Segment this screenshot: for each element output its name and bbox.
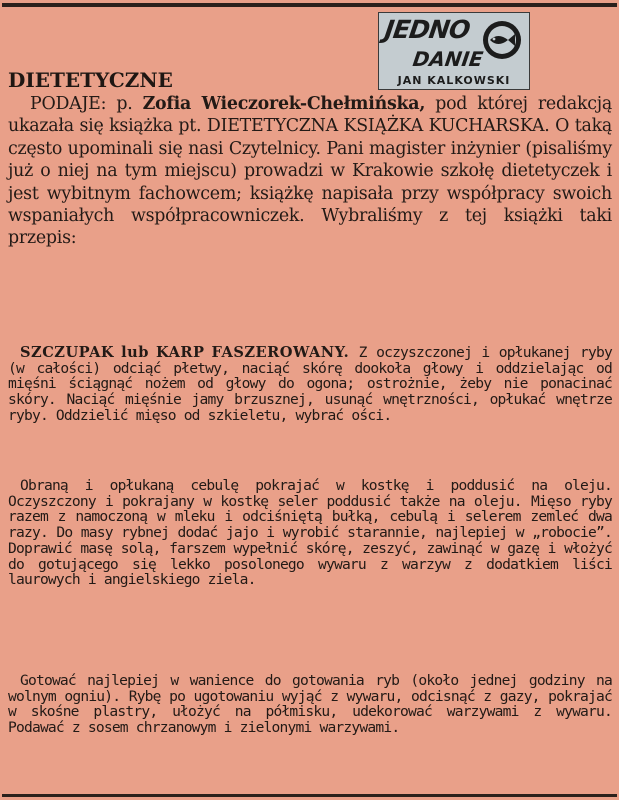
intro-lead: PODAJE: p. [30, 94, 143, 114]
bottom-rule [2, 794, 617, 797]
recipe-paragraph-2: Obraną i opłukaną cebulę pokrajać w kostkę i poddusić na oleju. Oczyszczony i pokrajany w kostkę seler poddusić także na oleju. Mięso ryby razem z namoczoną w mleku i odciśniętą bułką, cebulą i selerem zemleć dwa razy. Do masy rybnej dodać jajo i wyrobić starannie, najlepiej w „robocie”. Doprawić masę solą, farszem wypełnić skórę, zeszyć, zawinąć w gazę i włożyć do gotującego się lekko posolonego wywaru z warzyw z dodatkiem liści laurowych i angielskiego ziela. [8, 477, 612, 589]
top-rule [2, 3, 617, 7]
column-logo [378, 12, 530, 90]
recipe-text-1: Z oczyszczonej i opłukanej ryby (w całości) odciąć płetwy, naciąć skórę dookoła głowy i oddzielając od mięśni ściągnąć nożem od głowy do ogona; ostrożnie, żeby nie ponacinać skóry. Naciąć mięśnie jamy brzusznej, usunąć wnętrzności, opłukać wnętrze ryby. Oddzielić mięso od szkieletu, wybrać ości. [8, 344, 613, 424]
logo-word-danie: DANIE [411, 47, 485, 71]
intro-paragraph [8, 93, 612, 250]
article-heading: DIETETYCZNE [8, 68, 173, 92]
recipe-paragraph-1 [8, 345, 612, 424]
logo-word-jedno: JEDNO [382, 15, 472, 44]
recipe-title: SZCZUPAK lub KARP FASZEROWANY. [20, 344, 350, 361]
logo-author: JAN KALKOWSKI [397, 74, 511, 87]
fish-dish-icon [481, 19, 523, 61]
author-name: Zofia Wieczorek-Chełmińska, [142, 94, 426, 114]
intro-text: pod której redakcją ukazała się książka pt. DIETETYCZNA KSIĄŻKA KUCHARSKA. O taką często upominali się nasi Czytelnicy. Pani magister inżynier (pisaliśmy już o niej na tym miejscu) prowadzi w Krakowie szkołę dietetyczek i jest wybitnym fachowcem; książkę napisała przy współpracy swoich wspaniałych współpracowniczek. Wybraliśmy z tej książki taki przepis: [8, 94, 612, 249]
recipe-paragraph-3: Gotować najlepiej w wanience do gotowania ryb (około jednej godziny na wolnym ogniu). Rybę po ugotowaniu wyjąć z wywaru, odcisnąć z gazy, pokrajać w skośne plastry, ułożyć na półmisku, udekorować warzywami z wywaru. Podawać z sosem chrzanowym i zielonymi warzywami. [8, 672, 612, 737]
